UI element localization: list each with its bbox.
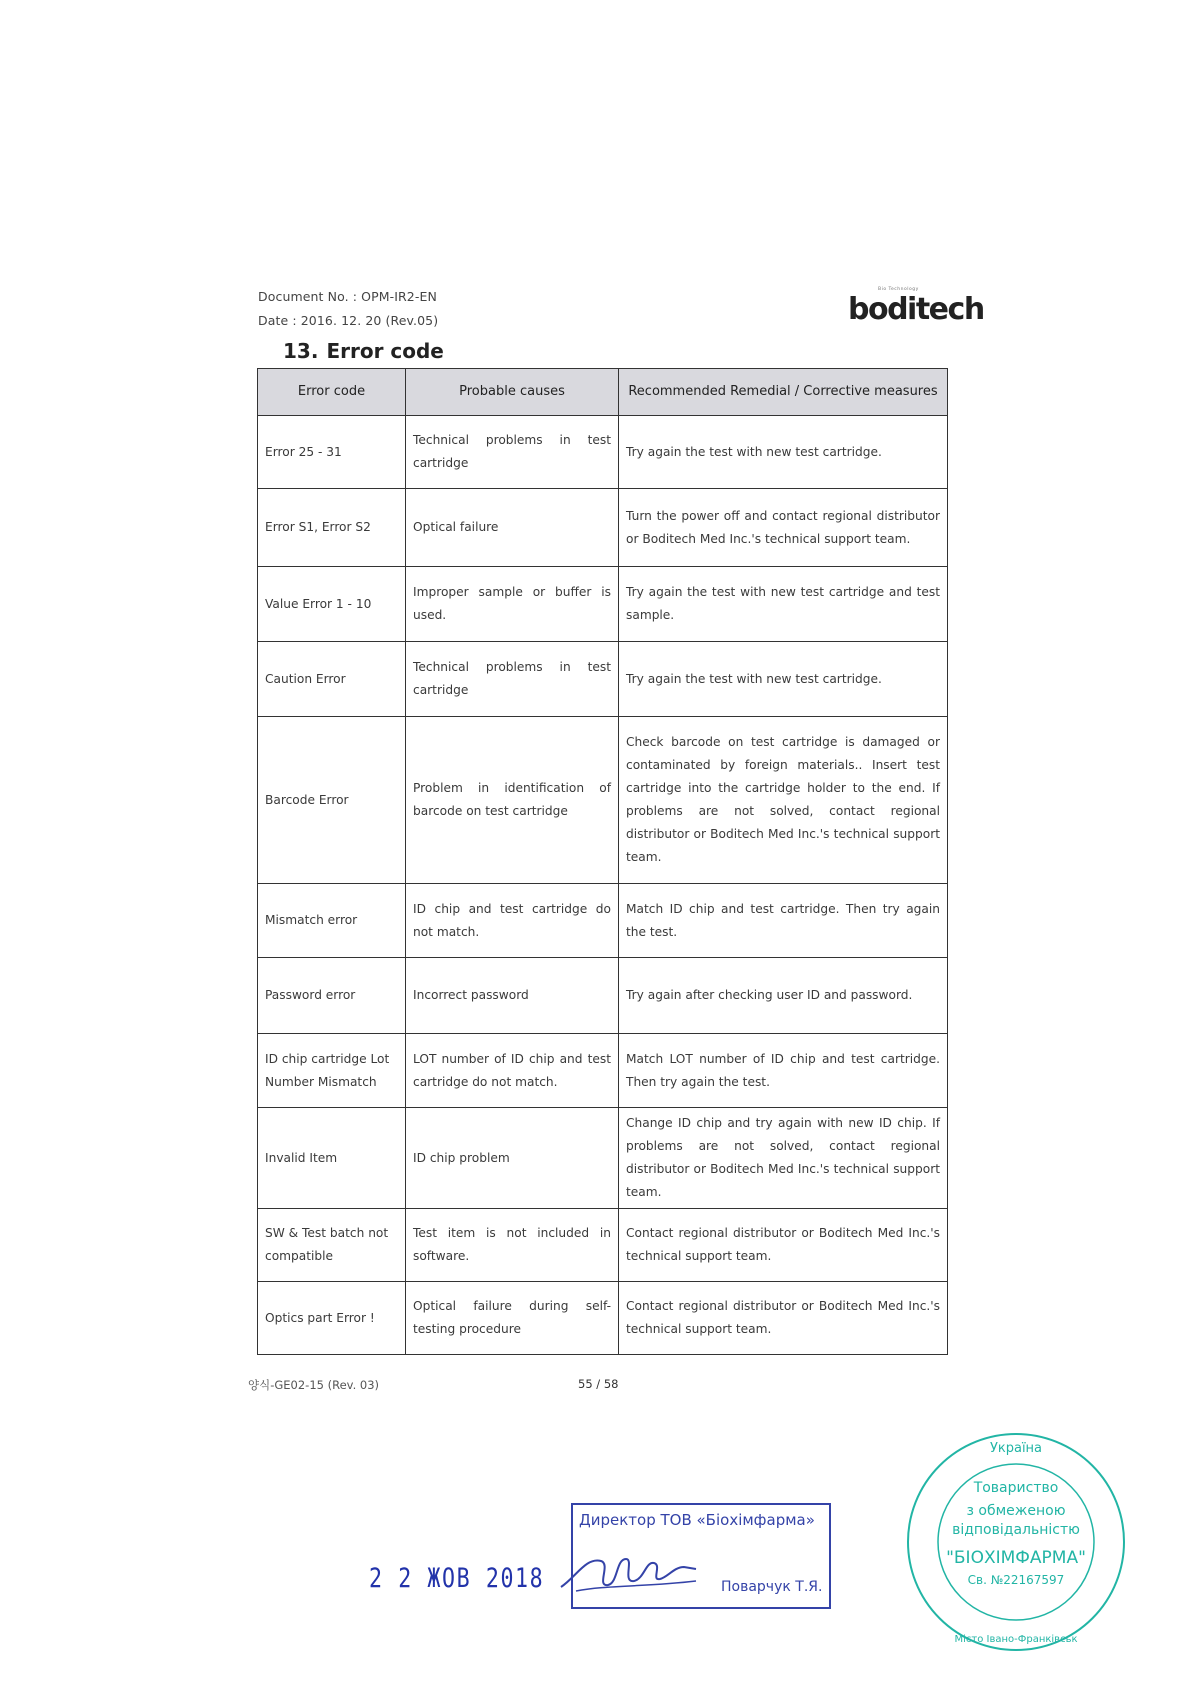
error-code-cell: Caution Error [258,642,406,717]
boditech-logo [848,284,984,334]
cause-cell: Technical problems in test cartridge [406,416,619,489]
table-row [258,884,948,958]
table-row [258,416,948,489]
section-number: 13. [283,339,319,363]
remedy-cell: Check barcode on test cartridge is damaged or contaminated by foreign materials.. Insert test cartridge into the cartridge holder to the end. If problems are not solved, contact regional distributor or Boditech Med Inc.'s technical support team. [619,717,948,884]
table-row [258,642,948,717]
logo-tagline: Bio Technology [878,287,919,292]
cause-cell: Test item is not included in software. [406,1209,619,1282]
table-row [258,1034,948,1108]
date-stamp: 2 2 ЖОВ 2018 [369,1563,545,1594]
remedy-cell: Match LOT number of ID chip and test cartridge. Then try again the test. [619,1034,948,1108]
cause-cell: Problem in identification of barcode on test cartridge [406,717,619,884]
director-title: Директор ТОВ «Біохімфарма» [579,1511,815,1529]
company-seal [904,1430,1128,1654]
column-header-remedial-measures: Recommended Remedial / Corrective measures [619,369,948,416]
error-code-cell: SW & Test batch not compatible [258,1209,406,1282]
page-number: 55 / 58 [578,1377,619,1391]
logo-wordmark: boditech [848,292,984,327]
director-stamp [571,1503,829,1607]
table-row [258,1108,948,1209]
cause-cell: Optical failure [406,489,619,567]
error-code-cell: Optics part Error ! [258,1282,406,1355]
remedy-cell: Try again the test with new test cartridge and test sample. [619,567,948,642]
column-header-probable-causes: Probable causes [406,369,619,416]
cause-cell: Optical failure during self-testing procedure [406,1282,619,1355]
error-code-table [257,368,948,1355]
cause-cell: ID chip and test cartridge do not match. [406,884,619,958]
remedy-cell: Contact regional distributor or Boditech Med Inc.'s technical support team. [619,1209,948,1282]
table-row [258,1209,948,1282]
seal-text-line2: з обмеженою [966,1503,1066,1519]
seal-text-line1: Товариство [973,1480,1059,1496]
table-row [258,958,948,1034]
column-header-error-code: Error code [258,369,406,416]
seal-city-text: Місто Івано-Франківськ [954,1634,1078,1645]
error-code-cell: Error 25 - 31 [258,416,406,489]
document-date: Date : 2016. 12. 20 (Rev.05) [258,313,439,328]
seal-country-text: Україна [989,1441,1043,1456]
cause-cell: LOT number of ID chip and test cartridge do not match. [406,1034,619,1108]
table-row [258,489,948,567]
error-code-cell: ID chip cartridge Lot Number Mismatch [258,1034,406,1108]
remedy-cell: Try again the test with new test cartridge. [619,416,948,489]
document-number: Document No. : OPM-IR2-EN [258,289,437,304]
seal-registration-code: Св. №22167597 [967,1573,1065,1587]
error-code-cell: Mismatch error [258,884,406,958]
remedy-cell: Match ID chip and test cartridge. Then try again the test. [619,884,948,958]
director-name: Поварчук Т.Я. [721,1579,823,1595]
form-number: 양식-GE02-15 (Rev. 03) [248,1378,379,1392]
signature-image [556,1547,706,1597]
error-code-cell: Barcode Error [258,717,406,884]
remedy-cell: Turn the power off and contact regional distributor or Boditech Med Inc.'s technical support team. [619,489,948,567]
error-code-cell: Invalid Item [258,1108,406,1209]
error-code-cell: Value Error 1 - 10 [258,567,406,642]
error-code-cell: Password error [258,958,406,1034]
remedy-cell: Change ID chip and try again with new ID chip. If problems are not solved, contact regional distributor or Boditech Med Inc.'s technical support team. [619,1108,948,1209]
table-row [258,717,948,884]
error-code-cell: Error S1, Error S2 [258,489,406,567]
remedy-cell: Try again after checking user ID and password. [619,958,948,1034]
cause-cell: Improper sample or buffer is used. [406,567,619,642]
table-row [258,1282,948,1355]
cause-cell: ID chip problem [406,1108,619,1209]
section-heading [283,339,444,363]
cause-cell: Incorrect password [406,958,619,1034]
remedy-cell: Contact regional distributor or Boditech Med Inc.'s technical support team. [619,1282,948,1355]
section-title: Error code [326,339,444,363]
remedy-cell: Try again the test with new test cartridge. [619,642,948,717]
table-row [258,567,948,642]
seal-company-name: "БІОХІМФАРМА" [946,1548,1086,1568]
seal-rings [904,1430,1128,1654]
table-header-row [258,369,948,416]
seal-text-line3: відповідальністю [952,1522,1080,1538]
cause-cell: Technical problems in test cartridge [406,642,619,717]
